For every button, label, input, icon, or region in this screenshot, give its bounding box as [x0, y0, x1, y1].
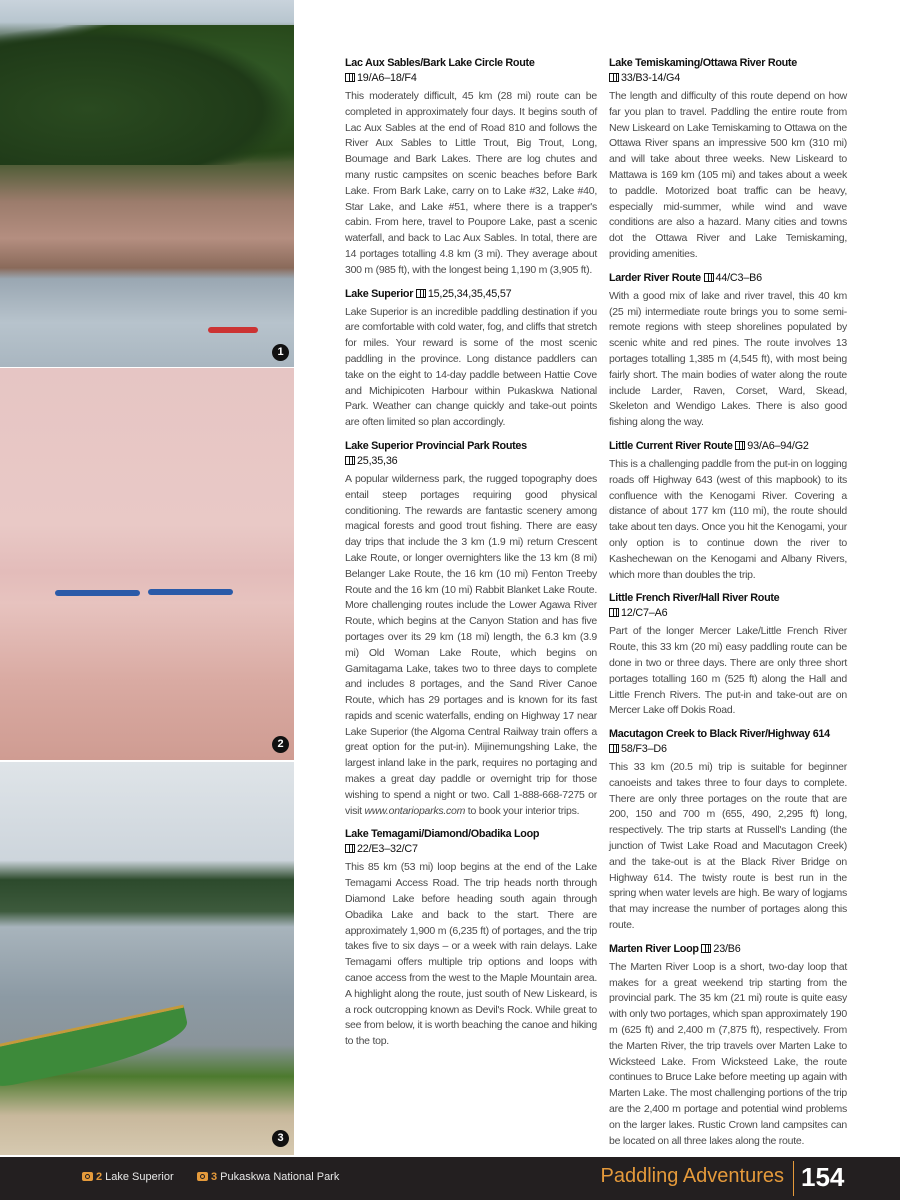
- route-title: Marten River Loop 23/B6: [609, 942, 741, 955]
- route-description: A popular wilderness park, the rugged topography does entail steep portages requiring good physical conditioning. The rewards are fantastic scenery among magical forests and good trout fishing. There are easy day trips that include the 3 km (1.9 mi) return Crescent Lake Route, or longer overnighters like the 13 km (8 mi) Belanger Lake Route, the 16 km (10 mi) Fenton Treeby Route and the 16 km (10 mi) Rabbit Blanket Lake Route. More challenging routes include the Lower Agawa River Route, which begins at the Canyon Station and has five portages over its 29 km (18 mi) length, the 6.3 km (3.9 mi) Old Woman Lake Route, which begins on Gamitagama Lake, takes two to three days to complete and includes 8 portages, and the Sand River Canoe Route, which has 29 portages and is known for its fast rapids and scenic waterfalls, ending on Highway 17 near Lake Superior (the Algoma Central Railway train offers a great option for the put-in). Mijinemungshing Lake, the largest inland lake in the park, requires no portaging and makes a great day paddle or overnight trip for those wishing to spend a night or two. Call 1-888-668-7275 or visit www.ontarioparks.com to book your interior trips.: [345, 472, 597, 817]
- route-description: This 85 km (53 mi) loop begins at the end of the Lake Temagami Access Road. The trip heads north through Diamond Lake before heading south again through Obadika Lake and back to the start. There are approximately 1,900 m (6,235 ft) of portages, and the trip takes five to six days – or a week with rain delays. Lake Temagami offers multiple trip options and loops with canoe access from the west to the Maple Mountain area. A highlight along the route, just south of New Liskeard, is a rock outcropping known as Devil's Rock. While great to see from below, it is worth beaching the canoe and hiking to the top.: [345, 861, 597, 1048]
- map-book-icon: [609, 744, 619, 753]
- route-title: Lake Temagami/Diamond/Obadika Loop 22/E3–32/C7: [345, 828, 540, 856]
- ontario-parks-link[interactable]: www.ontarioparks.com: [364, 804, 466, 817]
- route-entry: [609, 591, 847, 719]
- map-reference: 23/B6: [713, 942, 741, 955]
- route-title: Lake Temiskaming/Ottawa River Route 33/B3-14/G4: [609, 57, 797, 84]
- map-reference: 58/F3–D6: [621, 743, 667, 756]
- map-book-icon: [704, 273, 714, 282]
- section-title: Paddling Adventures: [600, 1165, 784, 1187]
- photo-badge-3: 3: [272, 1130, 289, 1147]
- route-description: The length and difficulty of this route depend on how far you plan to travel. Paddling the entire route from New Liskeard on Lake Temiskaming to Ottawa on the Ottawa River spans an impressive 500 km (310 mi) and will take about three weeks. New Liskeard to Mattawa is 169 km (105 mi) and takes about a week to paddle. Motorized boat traffic can be heavy, especially mid-summer, while wind and wave conditions are also a hazard. Many cities and towns dot the Ottawa River and Lake Temiskaming, providing amenities.: [609, 90, 847, 260]
- route-title: Macutagon Creek to Black River/Highway 614 58/F3–D6: [609, 728, 830, 756]
- photo-badge-1: 1: [272, 344, 289, 361]
- map-book-icon: [609, 608, 619, 617]
- camera-icon: [197, 1172, 208, 1181]
- route-entry: [609, 271, 847, 431]
- route-description: This 33 km (20.5 mi) trip is suitable for beginner canoeists and takes three to four days to complete. There are only three portages on the route that are 200, 150 and 700 m (655, 490, 2,295 ft) long, respectively. The trip starts at Russell's Landing (the junction of Twist Lake Road and Macutagon Creek) and the take-out is at the Black River Bridge on Highway 614. The twisty route is best run in the spring when water levels are high. Be wary of logjams that may increase the number of portages along this route.: [609, 761, 847, 932]
- route-title: Lake Superior Provincial Park Routes 25,35,36: [345, 439, 527, 467]
- photo-green-canoe-lake: [0, 762, 294, 1155]
- route-entry: [609, 439, 847, 583]
- photo-caption-3: 3 Pukaskwa National Park: [197, 1171, 339, 1183]
- map-book-icon: [345, 456, 355, 465]
- map-book-icon: [416, 289, 426, 298]
- route-description: This moderately difficult, 45 km (28 mi) route can be completed in approximately four days. It begins south of Lac Aux Sables at the end of Road 810 and follows the River Aux Sables to Little Trout, Big Trout, Long, Boumage and Bark Lakes. There are log chutes and many rustic campsites on scenic beaches before Bark Lake. From Bark Lake, carry on to Lake #32, Lake #40, Star Lake, and Lake #51, where there is a trapper's cabin. From here, travel to Poupore Lake, past a scenic waterfall, and back to Lac Aux Sables. In total, there are 14 portages totalling 4.8 km (3 mi). They average about 300 m (985 ft), with the longest being 1,190 m (3,905 ft).: [345, 90, 597, 276]
- route-title: Little French River/Hall River Route 12/C7–A6: [609, 592, 780, 620]
- map-reference: 19/A6–18/F4: [357, 72, 417, 84]
- map-reference: 15,25,34,35,45,57: [427, 287, 512, 300]
- pine-trees: [0, 25, 294, 165]
- map-reference: 44/C3–B6: [715, 271, 762, 284]
- photo-caption-2: 2 Lake Superior: [82, 1171, 174, 1183]
- route-entry: [609, 727, 847, 934]
- camera-icon: [82, 1172, 93, 1181]
- map-reference: 12/C7–A6: [621, 607, 668, 620]
- route-entry: [609, 56, 847, 263]
- text-column-left: [345, 56, 597, 1058]
- red-canoe: [208, 327, 258, 333]
- map-reference: 25,35,36: [357, 454, 398, 467]
- kayak-2: [148, 589, 233, 595]
- route-entry: [345, 439, 597, 820]
- map-book-icon: [609, 73, 619, 82]
- route-description: The Marten River Loop is a short, two-day loop that makes for a great weekend trip starting from the provincial park. The 35 km (21 mi) route is quite easy with only two portages, which span approximately 190 m (625 ft) and 2,400 m (7,875 ft), respectively. From the Marten River, the trip travels over Marten Lake to Wicksteed Lake. From Wicksteed Lake, the route continues to Bruce Lake before meeting up again with Marten Lake. The most challenging portions of the trip are the 2,400 m portage and potential wind problems on the larger lakes. Rustic Crown land campsites can be located on all three lakes along the route.: [609, 960, 847, 1147]
- kayak-1: [55, 590, 140, 596]
- route-entry: [345, 56, 597, 279]
- photo-kayakers-sunset: [0, 368, 294, 760]
- route-description: With a good mix of lake and river travel, this 40 km (25 mi) intermediate route brings you to some semi-remote regions with steep shorelines populated by scenic white and red pines. The route involves 13 portages totalling 1,385 m (4,545 ft), with most being fairly short. The main bodies of water along the route include Larder, Raven, Corset, Ward, Skead, Skeleton and Wendigo Lakes. There is also good fishing along the way.: [609, 289, 847, 429]
- map-book-icon: [345, 73, 355, 82]
- route-title: Lake Superior 15,25,34,35,45,57: [345, 287, 512, 300]
- route-description: Lake Superior is an incredible paddling destination if you are comfortable with cold water, fog, and cliffs that stretch for miles. Your reward is some of the most scenic paddling in the province. Long distance paddlers can take on the eight to 14-day paddle between Hattie Cove and Michipicoten Harbour within Pukaskwa National Park. Weather can change quickly and take-out points are often limited so plan accordingly.: [345, 305, 597, 429]
- page-footer: [0, 1157, 900, 1200]
- map-reference: 22/E3–32/C7: [357, 843, 418, 856]
- map-reference: 33/B3-14/G4: [621, 72, 681, 84]
- map-book-icon: [345, 844, 355, 853]
- route-entry: [345, 287, 597, 431]
- route-entry: [345, 827, 597, 1050]
- map-book-icon: [701, 944, 711, 953]
- page-number: 154: [801, 1162, 845, 1192]
- text-column-right: [609, 56, 847, 1157]
- photo-rocky-shoreline: [0, 0, 294, 367]
- route-title: Little Current River Route 93/A6–94/G2: [609, 439, 809, 452]
- map-book-icon: [735, 441, 745, 450]
- route-entry: [609, 942, 847, 1150]
- footer-divider: [793, 1161, 794, 1196]
- route-description: This is a challenging paddle from the put-in on logging roads off Highway 643 (west of this mapbook) to its confluence with the Kenogami River. Covering a distance of about 177 km (110 mi), the route should take about ten days. Once you hit the Kenogami, your only option is to continue down the river to Kashechewan on the Kenogami and Albany Rivers, which more than doubles the trip.: [609, 457, 847, 581]
- map-reference: 93/A6–94/G2: [747, 439, 809, 452]
- route-title: Lac Aux Sables/Bark Lake Circle Route 19/A6–18/F4: [345, 57, 535, 84]
- route-title: Larder River Route 44/C3–B6: [609, 271, 762, 284]
- route-description: Part of the longer Mercer Lake/Little French River Route, this 33 km (20 mi) easy paddling route can be done in two or three days. There are only three short portages totalling 160 m (525 ft) along the Hall and Little French Rivers. The put-in and take-out are on Mercer Lake off Dokis Road.: [609, 625, 847, 717]
- photo-badge-2: 2: [272, 736, 289, 753]
